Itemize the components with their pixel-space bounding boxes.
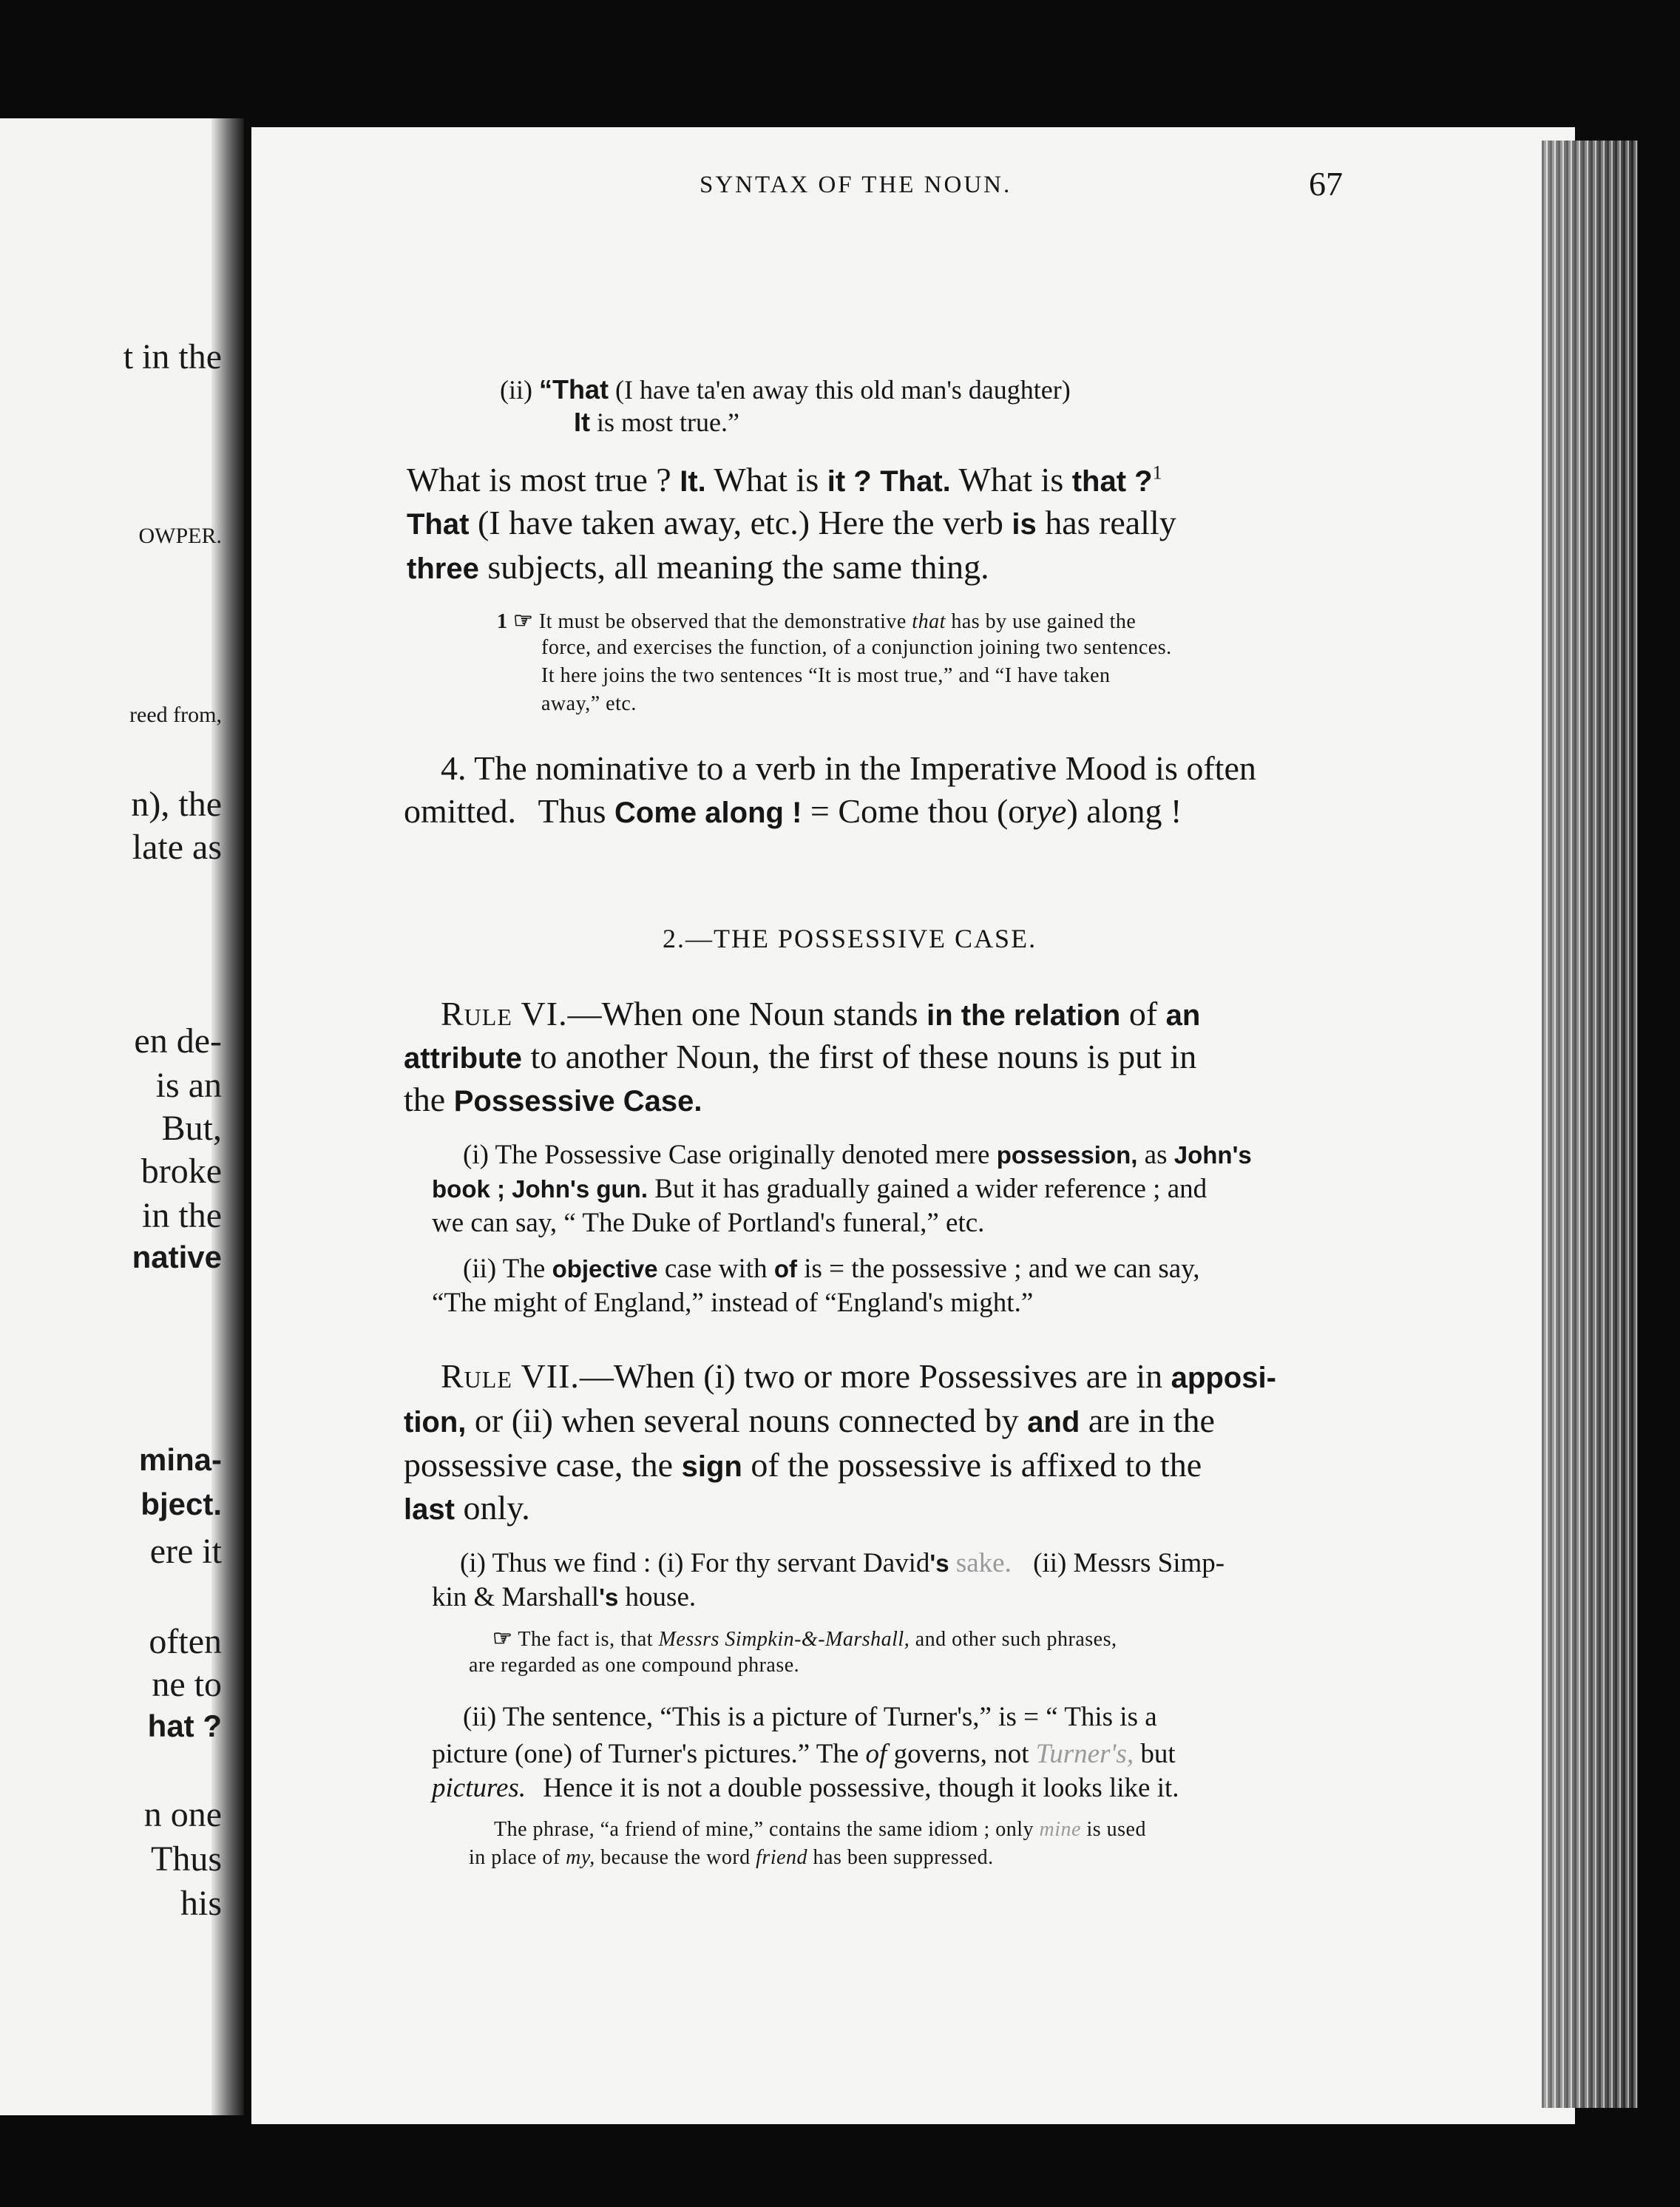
footnote-ref: 1 xyxy=(1152,462,1162,484)
italic-run: Messrs Simpkin-&-Marshall, xyxy=(658,1628,910,1651)
text-run: (ii) Messrs Simp- xyxy=(1033,1548,1225,1578)
bold-run: 's xyxy=(599,1584,619,1611)
left-fragment: t in the xyxy=(123,337,222,376)
text-run: has by use gained the xyxy=(951,610,1137,633)
para1-line-1 xyxy=(407,460,1162,499)
text-run: because the word xyxy=(600,1846,751,1869)
text-run: picture (one) of Turner's pictures.” The xyxy=(432,1739,859,1769)
text-run: has been suppressed. xyxy=(813,1846,994,1869)
text-run: to another Noun, the first of these nouns is put in xyxy=(530,1038,1197,1075)
text-run: and other such phrases, xyxy=(915,1628,1117,1651)
bold-run: it ? xyxy=(827,465,872,498)
bold-run: It. xyxy=(680,465,706,498)
bold-run: that ? xyxy=(1071,465,1153,498)
left-fragment: his xyxy=(180,1884,222,1923)
rule7-line-1 xyxy=(441,1356,1276,1396)
text-run: What is xyxy=(958,461,1064,498)
left-fragment: Thus xyxy=(151,1839,222,1879)
italic-run: pictures. xyxy=(432,1773,526,1803)
bold-run: sign xyxy=(681,1450,742,1483)
rule6-line-2 xyxy=(404,1037,1196,1076)
quote-marker: (ii) xyxy=(500,375,532,405)
rule7-note-ii-line-2 xyxy=(432,1738,1176,1770)
para1-line-3 xyxy=(407,547,989,587)
bold-run: John's xyxy=(1173,1141,1252,1169)
rule7-footnote-line-2: are regarded as one compound phrase. xyxy=(469,1654,800,1677)
left-fragment: hat ? xyxy=(147,1709,222,1743)
footnote-1-line-4: away,” etc. xyxy=(541,692,637,715)
text-run: omitted. xyxy=(404,792,517,830)
rule7-footnote2-line-1 xyxy=(494,1818,1146,1842)
rule7-note-i-line-2 xyxy=(432,1581,696,1613)
italic-run: mine xyxy=(1039,1818,1081,1841)
left-fragment: broke xyxy=(140,1152,222,1191)
left-fragment: late as xyxy=(132,828,222,867)
text-run: —When one Noun stands xyxy=(567,995,918,1032)
text-run: or (ii) when several nouns connected by xyxy=(474,1402,1019,1439)
bold-run: That xyxy=(407,508,470,541)
bold-run: of xyxy=(773,1255,797,1282)
bold-run: an xyxy=(1165,999,1201,1032)
text-run: house. xyxy=(625,1582,697,1612)
bold-run: and xyxy=(1027,1406,1080,1439)
text-run: What is most true ? xyxy=(407,461,671,498)
text-run: case with xyxy=(664,1254,768,1284)
quote-line-2 xyxy=(574,407,739,438)
rule6-note-ii-line-2: “The might of England,” instead of “England's might.” xyxy=(432,1288,1034,1318)
bold-run: is xyxy=(1012,508,1037,541)
left-fragment: in the xyxy=(142,1196,222,1235)
text-run: is = the possessive ; and we can say, xyxy=(804,1254,1200,1284)
italic-run: ye xyxy=(1036,792,1067,830)
left-fragment: mina- xyxy=(138,1442,222,1477)
bold-run: That. xyxy=(880,465,951,498)
bold-run: objective xyxy=(552,1255,658,1282)
rule7-note-ii-line-3 xyxy=(432,1772,1179,1804)
rule6-line-3 xyxy=(404,1080,702,1119)
rule7-footnote-line-1 xyxy=(492,1626,1117,1652)
text-run: ) along ! xyxy=(1066,792,1182,830)
quote-bold: It xyxy=(574,407,590,437)
quote-bold: “That xyxy=(538,374,609,405)
text-run: in place of xyxy=(469,1846,560,1869)
bold-run: in the relation xyxy=(927,999,1121,1032)
bold-run: tion, xyxy=(404,1406,467,1439)
left-fragment: OWPER. xyxy=(138,524,222,548)
para1-line-2 xyxy=(407,503,1176,542)
text-run: is used xyxy=(1086,1818,1146,1841)
bold-run: last xyxy=(404,1493,455,1526)
quote-text: (I have ta'en away this old man's daughter) xyxy=(614,375,1071,405)
rule-label: Rule VII. xyxy=(441,1357,580,1395)
text-run: The phrase, “a friend of mine,” contains the same idiom ; only xyxy=(494,1818,1034,1841)
text-run: (ii) The xyxy=(463,1254,546,1284)
italic-run: that xyxy=(912,610,946,633)
left-fragment: reed from, xyxy=(129,703,222,727)
rule6-line-1 xyxy=(441,994,1200,1033)
text-run: governs, not xyxy=(893,1739,1029,1769)
left-fragment: ere it xyxy=(149,1532,222,1571)
rule7-line-3 xyxy=(404,1445,1202,1484)
left-page xyxy=(0,118,244,2115)
italic-run: of xyxy=(865,1739,887,1769)
pointing-hand-icon: ☞ xyxy=(492,1626,513,1651)
bold-run: attribute xyxy=(404,1042,522,1075)
left-fragment: is an xyxy=(155,1066,222,1105)
quote-line-1 xyxy=(500,374,1071,405)
rule7-line-2 xyxy=(404,1401,1215,1440)
rule7-note-i-line-1 xyxy=(460,1547,1225,1579)
section-heading: 2.—THE POSSESSIVE CASE. xyxy=(663,924,1037,953)
page-number: 67 xyxy=(1309,165,1343,203)
text-run: Hence it is not a double possessive, though it looks like it. xyxy=(543,1773,1179,1803)
para4-line-1: 4. The nominative to a verb in the Imperative Mood is often xyxy=(441,749,1256,787)
running-title: SYNTAX OF THE NOUN. xyxy=(700,172,1012,198)
rule7-note-ii-line-1: (ii) The sentence, “This is a picture of Turner's,” is = “ This is a xyxy=(463,1702,1157,1732)
footnote-1-line-1 xyxy=(497,608,1136,634)
text-run: subjects, all meaning the same thing. xyxy=(487,548,989,586)
bold-run: book ; John's gun. xyxy=(432,1175,648,1203)
text-run: the xyxy=(404,1081,446,1118)
rule-label: Rule VI. xyxy=(441,995,568,1032)
text-run: (i) Thus we find : (i) For thy servant David xyxy=(460,1548,930,1578)
rule6-note-i-line-1 xyxy=(463,1139,1252,1171)
text-run: —When (i) two or more Possessives are in xyxy=(579,1357,1163,1395)
quote-text: is most true.” xyxy=(597,408,739,437)
text-run: But it has gradually gained a wider reference ; and xyxy=(654,1174,1208,1204)
italic-run: my, xyxy=(566,1846,595,1869)
text-run: (I have taken away, etc.) Here the verb xyxy=(477,504,1003,541)
left-fragment: But, xyxy=(161,1109,222,1148)
bold-run: apposi- xyxy=(1171,1362,1276,1394)
bold-run: possession, xyxy=(996,1141,1138,1169)
text-run: but xyxy=(1140,1739,1176,1769)
left-fragment: n), the xyxy=(131,785,222,824)
text-run: as xyxy=(1144,1140,1168,1170)
rule7-line-4 xyxy=(404,1488,530,1527)
left-fragment: en de- xyxy=(134,1021,222,1061)
book-fore-edge xyxy=(1542,141,1638,2108)
footnote-1-line-3: It here joins the two sentences “It is most true,” and “I have taken xyxy=(541,664,1111,687)
text-run: Thus xyxy=(538,792,606,830)
para4-line-2 xyxy=(404,791,1182,831)
text-run: of xyxy=(1128,995,1158,1032)
text-run: only. xyxy=(463,1489,530,1527)
rule7-footnote2-line-2 xyxy=(469,1846,994,1870)
left-fragment: native xyxy=(132,1240,222,1274)
bold-run: 's xyxy=(929,1549,949,1577)
left-fragment: often xyxy=(149,1622,222,1661)
bold-run: three xyxy=(407,552,479,585)
footnote-1-line-2: force, and exercises the function, of a conjunction joining two sentences. xyxy=(541,636,1172,659)
italic-run: Turner's, xyxy=(1035,1739,1134,1769)
rule6-note-ii-line-1 xyxy=(463,1253,1200,1285)
text-run: of the possessive is affixed to the xyxy=(751,1446,1202,1484)
text-run: What is xyxy=(714,461,819,498)
bold-run: Come along ! xyxy=(614,797,802,829)
text-run: It must be observed that the demonstrative xyxy=(538,610,907,633)
text-run: kin & Marshall xyxy=(432,1582,600,1612)
text-run: has really xyxy=(1045,504,1176,541)
italic-run: friend xyxy=(756,1846,808,1869)
text-run: The fact is, that xyxy=(518,1628,654,1651)
text-run: possessive case, the xyxy=(404,1446,674,1484)
text-run: sake. xyxy=(955,1548,1012,1578)
text-run: (i) The Possessive Case originally denoted mere xyxy=(463,1140,990,1170)
text-run: = Come thou (or xyxy=(810,792,1037,830)
footnote-marker: 1 xyxy=(497,610,508,633)
pointing-hand-icon: ☞ xyxy=(513,609,534,633)
left-fragment: n one xyxy=(143,1795,222,1834)
text-run: are in the xyxy=(1088,1402,1215,1439)
left-fragment: bject. xyxy=(140,1487,222,1521)
left-fragment: ne to xyxy=(152,1665,222,1704)
rule6-note-i-line-3: we can say, “ The Duke of Portland's funeral,” etc. xyxy=(432,1208,985,1238)
bold-run: Possessive Case. xyxy=(453,1085,702,1118)
rule6-note-i-line-2 xyxy=(432,1173,1207,1205)
